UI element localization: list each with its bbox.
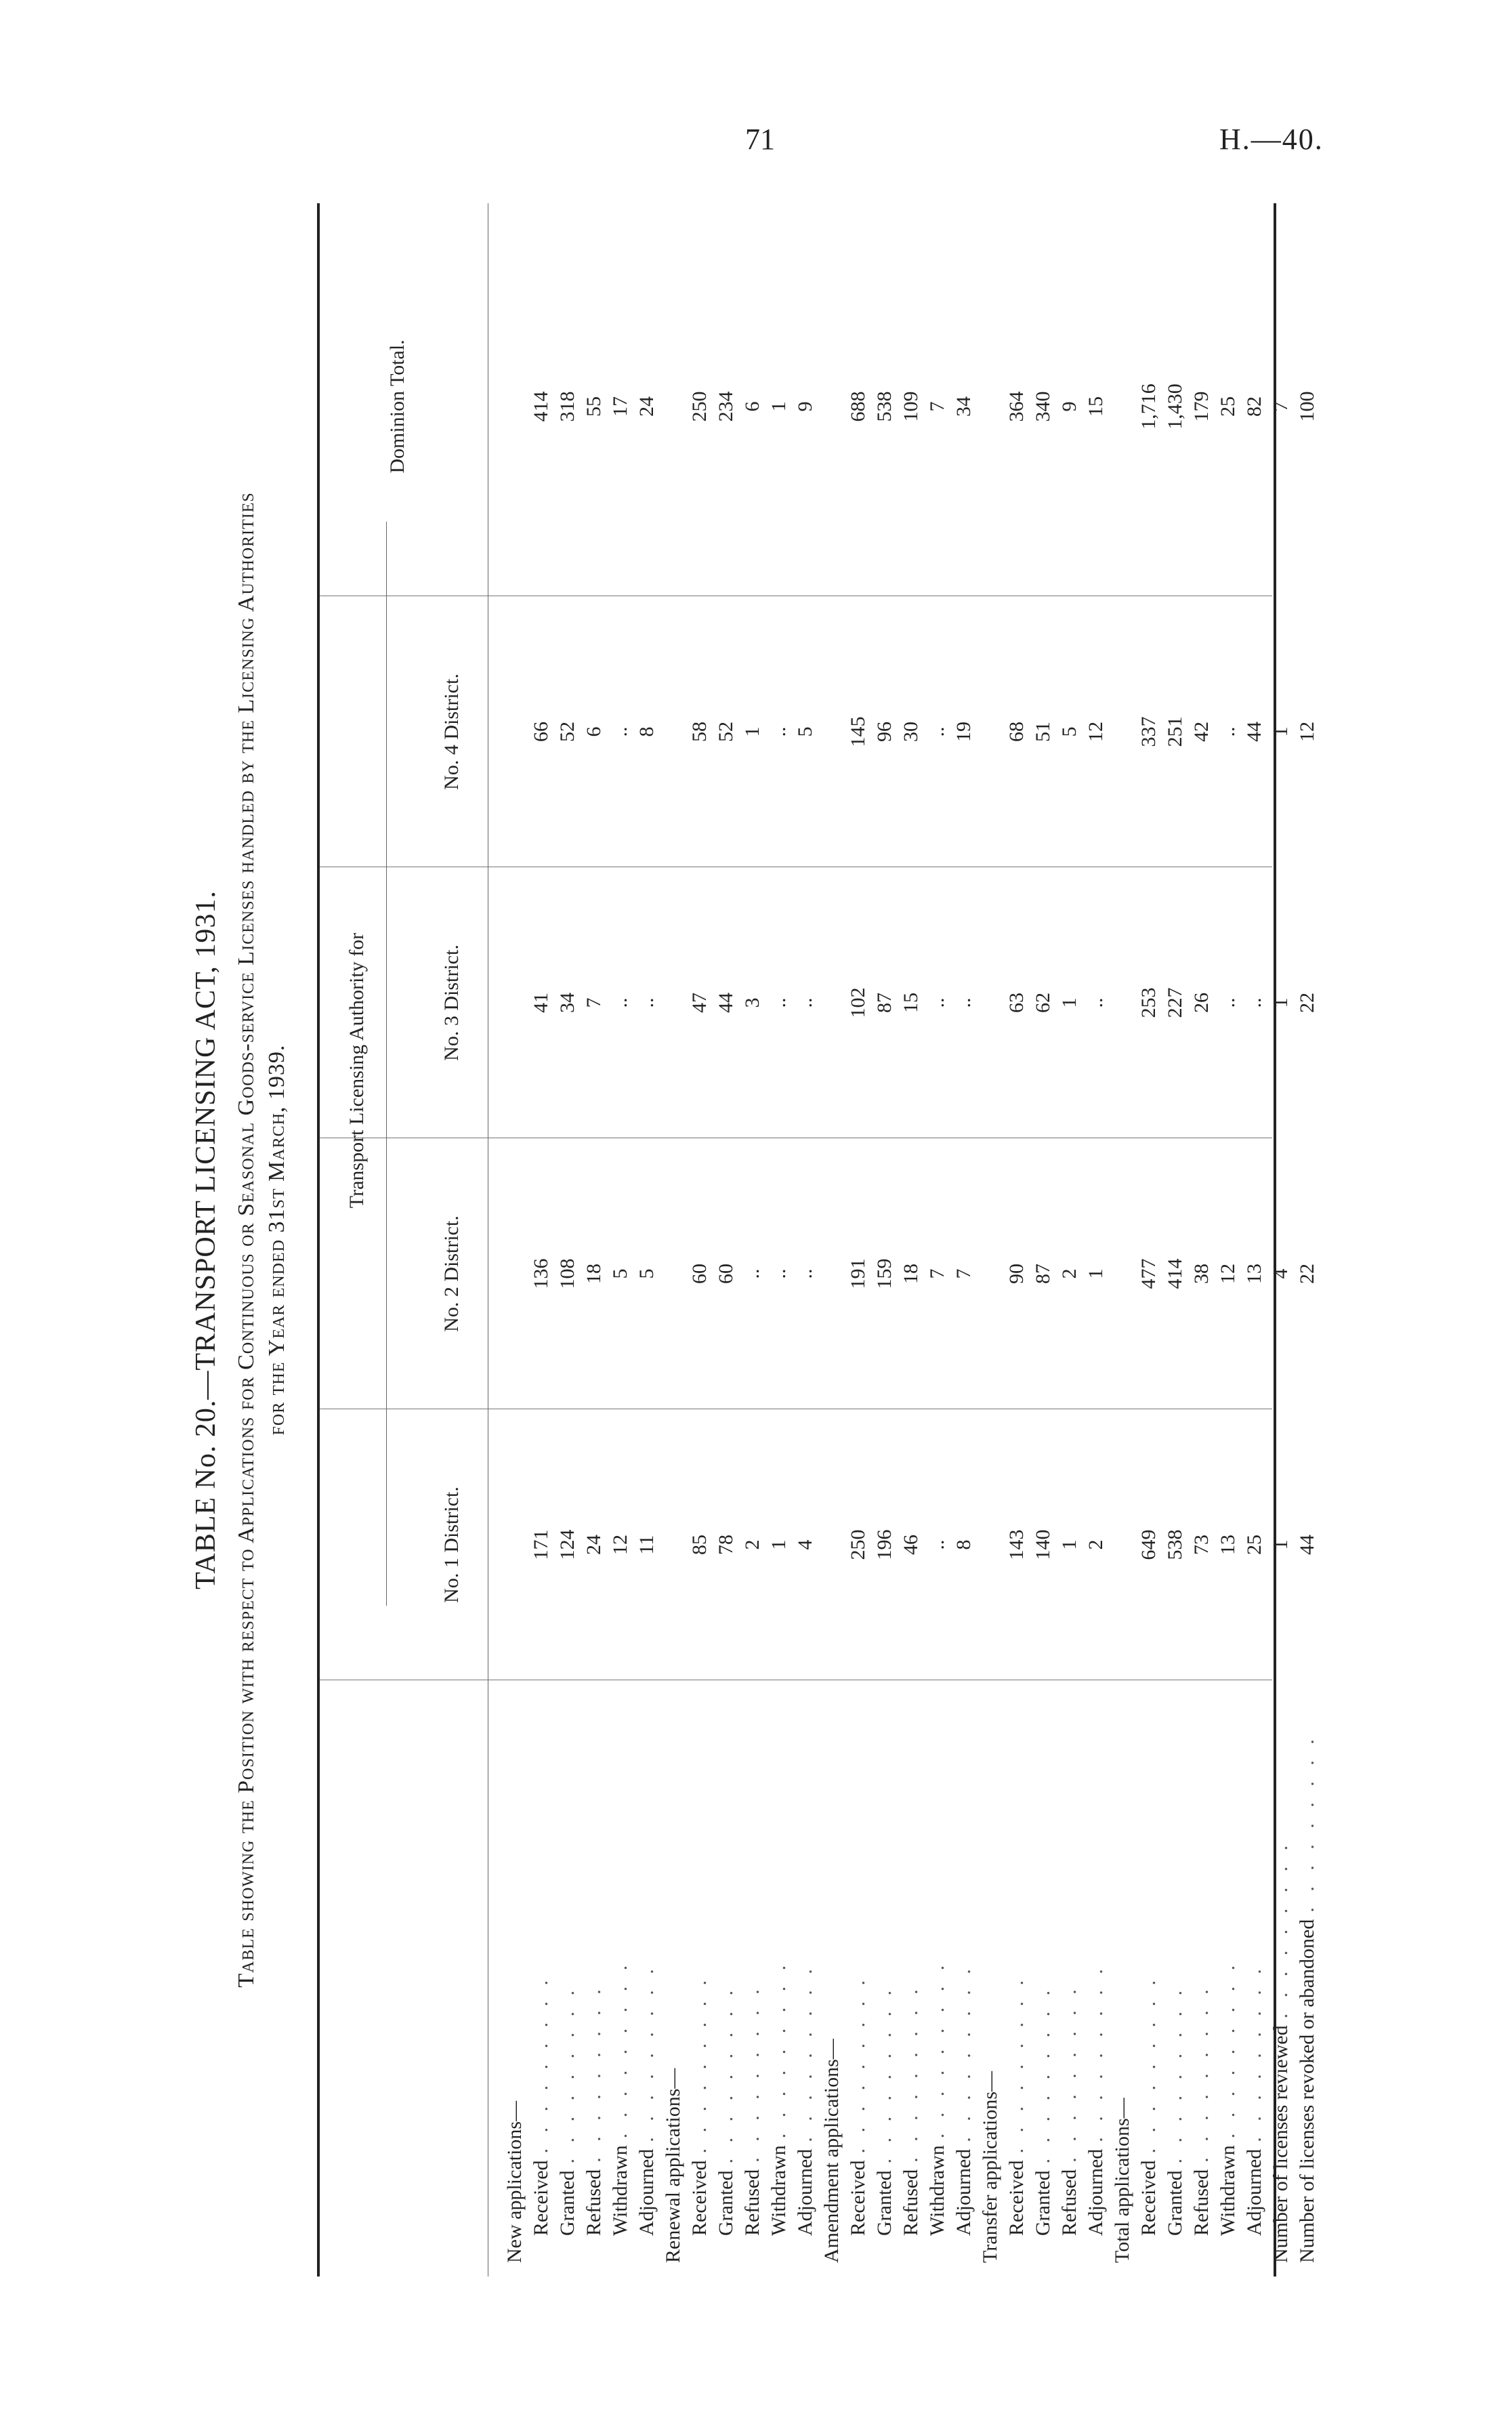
table-cell: 9 (794, 401, 816, 412)
table-cell: 7 (926, 1268, 948, 1279)
table-cell: 3 (741, 997, 763, 1008)
table-cell: 179 (1190, 391, 1213, 422)
column-dominion-total (501, 217, 1320, 596)
row-label (1241, 1694, 1267, 2263)
table-cell: 8 (635, 726, 658, 737)
table-cell: 7 (926, 401, 948, 412)
page-number: 71 (745, 123, 775, 156)
table-cell: 12 (1296, 722, 1318, 742)
table-cell: 102 (847, 987, 869, 1018)
table-cell: .. (1243, 997, 1265, 1008)
row-label (1162, 1694, 1188, 2263)
leader-dots: . . . . . . . . . (1058, 1984, 1080, 2163)
row-label (950, 1694, 977, 2263)
row-label (1135, 1694, 1162, 2263)
row-label (924, 1694, 950, 2263)
table-cell: .. (609, 726, 631, 737)
table-cell: 4 (1269, 1268, 1292, 1279)
table-cell: 18 (900, 1264, 922, 1284)
row-label-text: Granted (715, 2170, 737, 2236)
table-cell (818, 867, 845, 1138)
table-cell (501, 1138, 528, 1409)
leader-dots: . . . . . . . . . (1296, 1734, 1318, 1913)
row-label-text: Withdrawn (1217, 2145, 1239, 2236)
table-cell: 12 (609, 1535, 631, 1555)
table-cell: 5 (1058, 726, 1080, 737)
table-cell: 15 (1085, 396, 1107, 417)
table-cell: .. (768, 1268, 790, 1279)
table-block (163, 190, 1318, 2290)
leader-dots: . . . . . . . . . (688, 1974, 711, 2154)
table-cell (1109, 867, 1135, 1138)
table-cell: .. (1217, 726, 1239, 737)
table-cell: 47 (688, 993, 711, 1013)
table-cell: 58 (688, 722, 711, 742)
table-cell: 13 (1217, 1535, 1239, 1555)
table-cell (1109, 596, 1135, 867)
table-cell: 538 (873, 391, 896, 422)
table-cell: .. (794, 1268, 816, 1279)
group-header-rule (386, 522, 387, 1606)
row-label-text: Adjourned (1243, 2148, 1265, 2236)
table-cell: 46 (900, 1535, 922, 1555)
leader-dots: . . . . . . . . . (1190, 1984, 1213, 2163)
leader-dots: . . . . . . . . . (1164, 1984, 1186, 2164)
table-cell (660, 867, 686, 1138)
table-cell (977, 1409, 1003, 1680)
table-cell: 171 (530, 1529, 552, 1560)
table-cell: 1,716 (1137, 383, 1160, 430)
leader-dots: . . . . . . . . . (1243, 1963, 1265, 2142)
table-cell: 60 (715, 1264, 737, 1284)
column-district-2 (501, 1138, 1320, 1409)
table-cell: 538 (1164, 1529, 1186, 1560)
leader-dots: . . . . . . . . . (530, 1974, 552, 2154)
table-cell: 227 (1164, 987, 1186, 1018)
table-cell: .. (635, 997, 658, 1008)
table-cell: 18 (583, 1264, 605, 1284)
table-cell: .. (952, 997, 975, 1008)
row-group-heading (1109, 1694, 1135, 2263)
table-cell: 11 (635, 1535, 658, 1555)
table-cell: 191 (847, 1258, 869, 1289)
row-group-heading (818, 1694, 845, 2263)
table-cell: 51 (1032, 722, 1054, 742)
table-cell: 1 (741, 726, 763, 737)
row-label (845, 1694, 871, 2263)
table-cell (977, 1138, 1003, 1409)
row-label-text: Refused (900, 2169, 922, 2236)
table-cell (501, 596, 528, 867)
row-label-text: Received (847, 2160, 869, 2236)
table-cell: 364 (1005, 391, 1028, 422)
column-district-4 (501, 596, 1320, 867)
row-label (765, 1694, 792, 2263)
column-district-1 (501, 1409, 1320, 1680)
table-cell: 17 (609, 396, 631, 417)
row-label (898, 1694, 924, 2263)
table-cell: 1 (1058, 997, 1080, 1008)
table-cell: 1 (768, 401, 790, 412)
table-cell: 78 (715, 1535, 737, 1555)
table-cell: 8 (952, 1539, 975, 1550)
row-label (1056, 1694, 1083, 2263)
column-district-3 (501, 867, 1320, 1138)
table-cell: 649 (1137, 1529, 1160, 1560)
table-cell: 6 (583, 726, 605, 737)
row-label (581, 1694, 607, 2263)
table-cell: 82 (1243, 396, 1265, 417)
leader-dots: . . . . . . . . . (1269, 1839, 1292, 2019)
row-label (686, 1694, 713, 2263)
row-label (1294, 1694, 1320, 2263)
table-cell: 108 (556, 1258, 579, 1289)
table-cell: 42 (1190, 722, 1213, 742)
table-cell: 96 (873, 722, 896, 742)
table-cell: 41 (530, 993, 552, 1013)
table-cell: .. (794, 997, 816, 1008)
column-header-dominion-total: Dominion Total. (386, 339, 408, 474)
table-cell (1109, 1138, 1135, 1409)
table-cell: 251 (1164, 716, 1186, 747)
table-cell: 24 (583, 1535, 605, 1555)
leader-dots: . . . . . . . . . (635, 1963, 658, 2142)
table-cell: 6 (741, 401, 763, 412)
table-cell: 1 (1085, 1268, 1107, 1279)
table-cell: 34 (952, 396, 975, 417)
leader-dots: . . . . . . . . . (768, 1959, 790, 2139)
table-cell: 44 (1296, 1535, 1318, 1555)
table-cell: 90 (1005, 1264, 1028, 1284)
row-label-text: Refused (1058, 2169, 1080, 2236)
column-header-district-2: No. 2 District. (440, 1215, 463, 1332)
row-label (1188, 1694, 1215, 2263)
table-top-rule (317, 203, 320, 2276)
table-cell: 5 (635, 1268, 658, 1279)
table-cell: 22 (1296, 993, 1318, 1013)
table-cell: 340 (1032, 391, 1054, 422)
row-label-text: Adjourned (635, 2148, 658, 2236)
row-label-text: Refused (1190, 2169, 1213, 2236)
table-cell: 159 (873, 1258, 896, 1289)
table-cell (818, 1138, 845, 1409)
row-label (792, 1694, 818, 2263)
table-cell: .. (926, 726, 948, 737)
table-cell (818, 217, 845, 596)
table-cell: 13 (1243, 1264, 1265, 1284)
table-cell: 34 (556, 993, 579, 1013)
table-subtitle: Table showing the Position with respect to Applications for Continuous or Seasonal Goods-service Licenses handled by the Licensing Authorities (234, 492, 259, 1988)
table-cell: 2 (1085, 1539, 1107, 1550)
table-cell: 7 (583, 997, 605, 1008)
leader-dots: . . . . . . . . . (556, 1984, 579, 2164)
row-label-text: Number of licenses reviewed (1269, 2025, 1292, 2263)
row-label (1267, 1694, 1294, 2263)
row-label-text: Adjourned (952, 2148, 975, 2236)
table-cell: 140 (1032, 1529, 1054, 1560)
table-cell (501, 217, 528, 596)
table-cell: 55 (583, 396, 605, 417)
table-cell: 38 (1190, 1264, 1213, 1284)
table-cell (501, 867, 528, 1138)
table-cell: 688 (847, 391, 869, 422)
table-cell: .. (768, 997, 790, 1008)
row-label-text: Withdrawn (926, 2145, 948, 2236)
leader-dots: . . . . . . . . . (1217, 1959, 1239, 2139)
table-cell: 62 (1032, 993, 1054, 1013)
row-label (633, 1694, 660, 2263)
row-label (1083, 1694, 1109, 2263)
column-header-district-1: No. 1 District. (440, 1486, 463, 1603)
leader-dots: . . . . . . . . . (900, 1984, 922, 2163)
table-cell: 7 (1269, 401, 1292, 412)
table-cell: 2 (741, 1539, 763, 1550)
table-cell: 12 (1085, 722, 1107, 742)
row-label-text: Received (688, 2160, 711, 2236)
row-label (1215, 1694, 1241, 2263)
table-cell: 124 (556, 1529, 579, 1560)
row-label (739, 1694, 765, 2263)
table-cell: 25 (1217, 396, 1239, 417)
table-cell (660, 1138, 686, 1409)
table-cell: 4 (794, 1539, 816, 1550)
table-cell: 87 (873, 993, 896, 1013)
table-cell: 12 (1217, 1264, 1239, 1284)
table-cell: 30 (900, 722, 922, 742)
page-reference: H.—40. (1219, 123, 1324, 156)
row-label-text: New applications— (503, 2100, 526, 2263)
row-label-text: Granted (1164, 2170, 1186, 2236)
leader-dots: . . . . . . . . . (1137, 1974, 1160, 2154)
table-cell: 2 (1058, 1268, 1080, 1279)
leader-dots: . . . . . . . . . (926, 1959, 948, 2139)
leader-dots: . . . . . . . . . (847, 1974, 869, 2154)
table-cell: 19 (952, 722, 975, 742)
table-cell: 1,430 (1164, 383, 1186, 430)
table-cell (818, 1409, 845, 1680)
table-cell: 414 (530, 391, 552, 422)
row-label (1003, 1694, 1030, 2263)
table-cell: 253 (1137, 987, 1160, 1018)
table-cell: 44 (715, 993, 737, 1013)
table-cell: 1 (1269, 1539, 1292, 1550)
table-cell: 7 (952, 1268, 975, 1279)
table-cell (977, 867, 1003, 1138)
table-cell: 250 (847, 1529, 869, 1560)
row-label (871, 1694, 898, 2263)
row-label (713, 1694, 739, 2263)
table-cell: 143 (1005, 1529, 1028, 1560)
table-cell: 136 (530, 1258, 552, 1289)
table-cell: 66 (530, 722, 552, 742)
table-cell: 109 (900, 391, 922, 422)
table-cell: 24 (635, 396, 658, 417)
table-cell: 87 (1032, 1264, 1054, 1284)
row-label-text: Granted (556, 2170, 579, 2236)
row-label-text: Received (530, 2160, 552, 2236)
table-cell: 26 (1190, 993, 1213, 1013)
leader-dots: . . . . . . . . . (741, 1984, 763, 2163)
row-label-text: Withdrawn (609, 2145, 631, 2236)
row-label (607, 1694, 633, 2263)
table-cell: 414 (1164, 1258, 1186, 1289)
table-cell: 73 (1190, 1535, 1213, 1555)
row-label (554, 1694, 581, 2263)
table-cell: 145 (847, 716, 869, 747)
row-label-text: Granted (873, 2170, 896, 2236)
table-cell: 5 (609, 1268, 631, 1279)
row-label (1030, 1694, 1056, 2263)
table-cell: 52 (715, 722, 737, 742)
row-label (528, 1694, 554, 2263)
table-cell: 68 (1005, 722, 1028, 742)
table-cell: .. (926, 1539, 948, 1550)
table-subtitle-line2: for the Year ended 31st March, 1939. (264, 1044, 289, 1436)
table-cell (501, 1409, 528, 1680)
row-label-text: Received (1137, 2160, 1160, 2236)
row-label-text: Adjourned (794, 2148, 816, 2236)
row-labels (501, 1694, 1320, 2263)
table-cell: 337 (1137, 716, 1160, 747)
column-header-district-3: No. 3 District. (440, 944, 463, 1061)
row-label-text: Total applications— (1111, 2098, 1133, 2263)
table-cell: .. (1085, 997, 1107, 1008)
table-cell (977, 217, 1003, 596)
table-cell: 318 (556, 391, 579, 422)
leader-dots: . . . . . . . . . (583, 1984, 605, 2163)
table-cell: 15 (900, 993, 922, 1013)
leader-dots: . . . . . . . . . (1032, 1984, 1054, 2164)
row-label-text: Refused (741, 2169, 763, 2236)
leader-dots: . . . . . . . . . (794, 1963, 816, 2142)
table-cell: .. (741, 1268, 763, 1279)
table-cell: 1 (1269, 997, 1292, 1008)
table-cell: 477 (1137, 1258, 1160, 1289)
table-cell: .. (768, 726, 790, 737)
table-cell (1109, 217, 1135, 596)
row-label-text: Granted (1032, 2170, 1054, 2236)
table-cell: .. (609, 997, 631, 1008)
column-header-district-4: No. 4 District. (440, 673, 463, 790)
table-cell: 250 (688, 391, 711, 422)
table-cell: .. (926, 997, 948, 1008)
table-cell: 60 (688, 1264, 711, 1284)
leader-dots: . . . . . . . . . (952, 1963, 975, 2142)
table-cell: 9 (1058, 401, 1080, 412)
table-cell: 100 (1296, 391, 1318, 422)
table-title: TABLE No. 20.—TRANSPORT LICENSING ACT, 1931. (190, 890, 222, 1589)
row-group-heading (501, 1694, 528, 2263)
table-cell: 196 (873, 1529, 896, 1560)
row-label-text: Amendment applications— (820, 2039, 843, 2263)
table-cell (818, 596, 845, 867)
table-cell: 1 (1269, 726, 1292, 737)
table-cell: 85 (688, 1535, 711, 1555)
leader-dots: . . . . . . . . . (1085, 1963, 1107, 2142)
table-cell: 1 (1058, 1539, 1080, 1550)
table-cell (1109, 1409, 1135, 1680)
table-cell: 22 (1296, 1264, 1318, 1284)
table-cell: 44 (1243, 722, 1265, 742)
row-label-text: Withdrawn (768, 2145, 790, 2236)
row-label-text: Adjourned (1085, 2148, 1107, 2236)
row-label-text: Renewal applications— (662, 2068, 684, 2263)
table-cell: 63 (1005, 993, 1028, 1013)
table-cell: 234 (715, 391, 737, 422)
table-cell (660, 596, 686, 867)
row-label-text: Number of licenses revoked or abandoned (1296, 1919, 1318, 2263)
row-label-text: Refused (583, 2169, 605, 2236)
row-label-text: Received (1005, 2160, 1028, 2236)
row-group-heading (977, 1694, 1003, 2263)
row-label-text: Transfer applications— (979, 2071, 1001, 2263)
table-cell (977, 596, 1003, 867)
table-cell: .. (1217, 997, 1239, 1008)
group-header: Transport Licensing Authority for (345, 932, 368, 1209)
table-cell: 52 (556, 722, 579, 742)
row-group-heading (660, 1694, 686, 2263)
leader-dots: . . . . . . . . . (1005, 1974, 1028, 2154)
table-cell: 5 (794, 726, 816, 737)
leader-dots: . . . . . . . . . (609, 1959, 631, 2139)
table-cell: 25 (1243, 1535, 1265, 1555)
table-cell (660, 1409, 686, 1680)
leader-dots: . . . . . . . . . (873, 1984, 896, 2164)
leader-dots: . . . . . . . . . (715, 1984, 737, 2164)
table-cell (660, 217, 686, 596)
table-cell: 1 (768, 1539, 790, 1550)
